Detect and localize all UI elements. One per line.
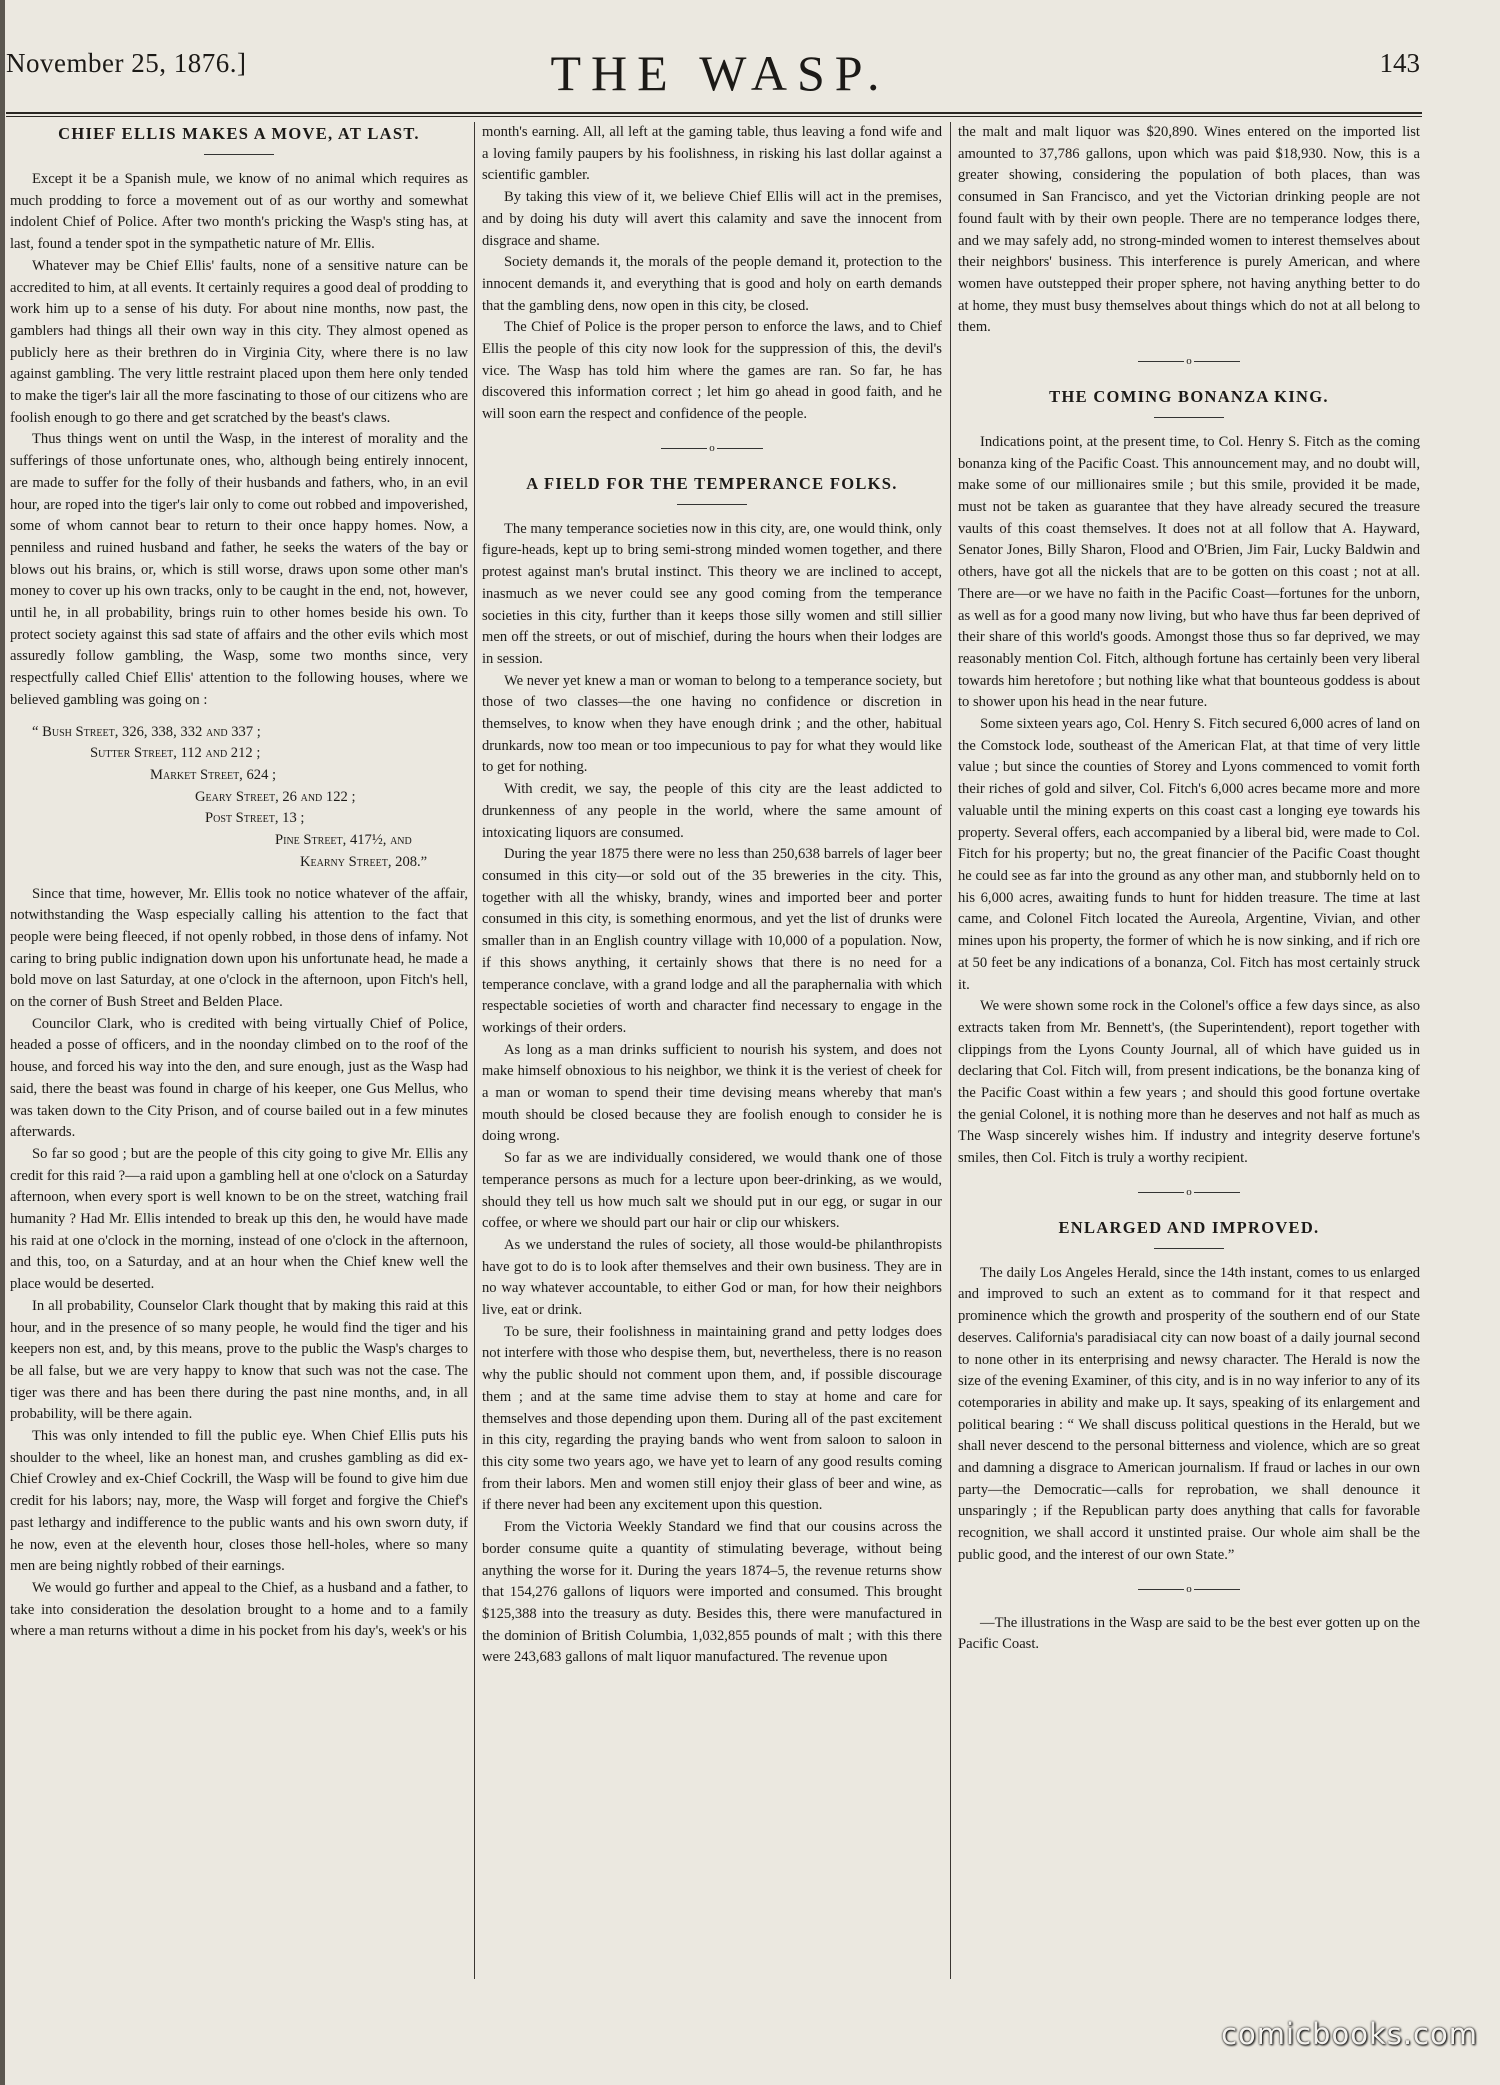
issue-date: November 25, 1876.] (6, 48, 247, 78)
scan-edge (0, 0, 5, 2085)
article-paragraph: Since that time, however, Mr. Ellis took no notice whatever of the affair, notwithstanding the Wasp especially calling his attention to the fact that people were being fleeced, if not openly robbed, in those dens of infamy. Not caring to bring public indignation down upon his unfortunate head, he made a bold move on last Saturday, at one o'clock in the afternoon, upon Fitch's hell, on the corner of Bush Street and Belden Place. (10, 885, 468, 1011)
article-heading: CHIEF ELLIS MAKES A MOVE, AT LAST. (58, 124, 420, 143)
column-divider (950, 122, 951, 1979)
article-paragraph: In all probability, Counselor Clark thought that by making this raid at this hour, and in the presence of so many people, he would find the tiger and his keepers non est, and, by this means, prove to the public the Wasp's charges to be all false, but we are very happy to know that such was not the case. The tiger was there and has been there during the past nine months, and, in all probability, will be there again. (10, 1297, 468, 1423)
masthead-title: THE WASP. (550, 45, 890, 101)
heading-rule (677, 504, 747, 505)
article-paragraph: The Chief of Police is the proper person to enforce the laws, and to Chief Ellis the people of this city now look for the suppression of this, the devil's vice. The Wasp has told him where the games are ran. So far, he has discovered this information correct ; let him go ahead in good faith, and he will soon earn the respect and confidence of the people. (482, 319, 942, 423)
article-paragraph: The daily Los Angeles Herald, since the 14th instant, comes to us enlarged and improved to such an extent as to command for it that respect and prominence which the growth and prosperity of the southern end of our State deserves. California's paradisiacal city can now boast of a daily journal second to none other in its enterprising and newsy character. The Herald is now the size of the evening Examiner, of this city, and is in no way inferior to any of its cotemporaries in ability and make up. It says, speaking of its enlargement and political bearing : “ We shall discuss political questions in the Herald, but we shall never descend to the personal bitterness and violence, which are so great and damning a disgrace to American journalism. If fraud or laches in our own party—the Democratic—calls for reprobation, we shall denounce it unsparingly ; if the Republican party does anything that calls for favorable recognition, we shall accord it unstinted praise. Our whole aim shall be the public good, and the interest of our own State.” (958, 1264, 1420, 1563)
address-line: Kearny Street, 208.” (300, 853, 428, 870)
article-paragraph: Some sixteen years ago, Col. Henry S. Fitch secured 6,000 acres of land on the Comstock lode, southeast of the American Flat, at that time of very little value ; but since the counties of Storey and Lyons commenced to vomit forth their riches of gold and silver, Col. Fitch's 6,000 acres became more and more valuable until the mining experts on this coast cast a longing eye towards his property. Several offers, each accompanied by a liberal bid, were made to Col. Fitch for his property; but no, the great financier of the Pacific Coast thought he could see as far into the ground as any other man, and stubbornly held on to his 6,000 acres, awaiting funds to hunt for hidden treasure. The time at last came, and Colonel Fitch located the Aureola, Argentine, Vivian, and other mines upon his property, the former of which he is now sinking, and if rich ore at 50 feet be any indications of a bonanza, Col. Fitch has most certainly struck it. (958, 716, 1420, 993)
article-paragraph: So far so good ; but are the people of this city going to give Mr. Ellis any credit for this raid ?—a raid upon a gambling hell at one o'clock on a Saturday afternoon, when every sport is well known to be on the street, watching frail humanity ? Had Mr. Ellis intended to break up this den, he would have made his raid at one o'clock in the morning, instead of one o'clock in the afternoon, and this, too, on a Saturday, and at an hour when the Chief knew well the place would be deserted. (10, 1145, 468, 1293)
footnote: —The illustrations in the Wasp are said to be the best ever gotten up on the Pacific Coast. (958, 1614, 1420, 1653)
article-paragraph: With credit, we say, the people of this city are the least addicted to drunkenness of any people in the world, where the same amount of intoxicating liquors are consumed. (482, 781, 942, 841)
heading-rule (1154, 1248, 1224, 1249)
article-heading: ENLARGED AND IMPROVED. (1058, 1217, 1320, 1237)
header-rule-thin (6, 116, 1422, 117)
article-paragraph: We never yet knew a man or woman to belong to a temperance society, but those of two classes—the one having no confidence or discretion in themselves, to know when they have enough drink ; and the other, habitual drunkards, now too mean or too impecunious to pay for what they would like to get for nothing. (482, 672, 942, 776)
column-2 (482, 122, 942, 1982)
column-divider (474, 122, 475, 1979)
article-paragraph: Whatever may be Chief Ellis' faults, none of a sensitive nature can be accredited to him, at all events. It certainly requires a good deal of prodding to work him up to a sense of his duty. For about nine months, now past, the gamblers had things all their own way in this city. They almost opened as publicly here as their brethren do in Virginia City, where there is no law against gambling. The very little restraint placed upon them here only tended to make the tiger's lair all the more fascinating to those of our citizens who are foolish enough to go there and get scratched by the beast's claws. (10, 257, 468, 426)
section-separator: o (958, 1579, 1420, 1601)
article-paragraph: the malt and malt liquor was $20,890. Wines entered on the imported list amounted to 37,786 gallons, upon which was paid $18,930. Now, this is a greater showing, considering the population of both places, than was consumed in San Francisco, and yet the Victorian drinking people are not found fault with by their own people. There are no temperance lodges there, and we may safely add, no strong-minded women to interest themselves about their neighbors' business. This interference is purely American, and where women have outstepped their proper sphere, not having anything better to do at home, they must busy themselves about things which do not at all belong to them. (958, 124, 1420, 336)
article-paragraph: We were shown some rock in the Colonel's office a few days since, as also extracts taken from Mr. Bennett's, (the Superintendent), report together with clippings from the Lyons County Journal, all of which have guided us in declaring that Col. Fitch will, from present indications, be the bonanza king of the Pacific Coast within a few years ; and should this good fortune overtake the genial Colonel, it is nothing more than he deserves and not half as much as The Wasp sincerely wishes him. If industry and integrity deserve fortune's smiles, then Col. Fitch is truly a worthy recipient. (958, 998, 1420, 1167)
article-paragraph: month's earning. All, all left at the gaming table, thus leaving a fond wife and a loving family paupers by his foolishness, in risking his last dollar against a scientific gambler. (482, 124, 942, 184)
article-paragraph: Except it be a Spanish mule, we know of no animal which requires as much prodding to force a movement out of as our worthy and somewhat indolent Chief of Police. After two month's pricking the Wasp's sting has, at last, found a tender spot in the sympathetic nature of Mr. Ellis. (10, 171, 468, 253)
article-paragraph: Thus things went on until the Wasp, in the interest of morality and the sufferings of those unfortunate ones, who, although being entirely innocent, are made to suffer for the folly of their husbands and fathers, who, in an evil hour, are roped into the tiger's lair only to come out robbed and impoverished, some of whom cannot bear to return to their once happy homes. Now, a penniless and ruined husband and father, he seeks the waters of the bay or blows out his brains, or, which is still worse, draws upon some other man's money to cover up his own tracks, only to be caught in the end, not, however, until he, in all probability, brings ruin to other homes beside his own. To protect society against this sad state of affairs and the other evils which most assuredly follow gambling, the Wasp, some two months since, very respectfully called Chief Ellis' attention to the following houses, where we believed gambling was going on : (10, 431, 468, 708)
heading-rule (1154, 417, 1224, 418)
article-paragraph: As we understand the rules of society, all those would-be philanthropists have got to do is to look after themselves and their own business. They are in no way whatever accountable, to either God or man, for how their neighbors live, eat or drink. (482, 1236, 942, 1319)
article-paragraph: Society demands it, the morals of the people demand it, protection to the innocent demands it, and everything that is good and holy on earth demands that the gambling dens, now open in this city, be closed. (482, 254, 942, 314)
article-paragraph: To be sure, their foolishness in maintaining grand and petty lodges does not interfere with those who despise them, but, nevertheless, there is no reason why the public should not comment upon them, and, if possible discourage them ; and at the same time advise them to stay at home and care for themselves and those depending upon them. During all of the past excitement in this city, regarding the praying bands who went from saloon to saloon in this city some two years ago, we have yet to learn of any good results coming from their labors. Men and women still enjoy their glass of beer and wine, as if there never had been any excitement upon this question. (482, 1323, 942, 1514)
address-line: “ Bush Street, 326, 338, 332 and 337 ; (32, 723, 261, 740)
article-paragraph: Councilor Clark, who is credited with being virtually Chief of Police, headed a posse of officers, and in the noonday climbed on to the roof of the house, and forced his way into the den, and sure enough, just as the Wasp had said, there the beast was found in charge of his keeper, one Gus Mellus, who was taken down to the City Prison, and of course bailed out in a few minutes afterwards. (10, 1015, 468, 1141)
article-paragraph: By taking this view of it, we believe Chief Ellis will act in the premises, and by doing his duty will avert this calamity and save the innocent from disgrace and shame. (482, 189, 942, 249)
heading-rule (204, 154, 274, 155)
address-list (10, 722, 468, 874)
article-paragraph: During the year 1875 there were no less than 250,638 barrels of lager beer consumed in this city—or sold out of the 35 breweries in the city. This, together with all the whisky, brandy, wines and imported beer and porter consumed in this city, is something enormous, and yet the list of drunks were smaller than in an English country village with 10,000 of a population. Now, if this shows anything, it certainly shows that there is no need for a temperance conclave, with a grand lodge and all the paraphernalia with which respectable societies of worth and character find necessary to engage in the workings of their orders. (482, 846, 942, 1036)
address-line: Pine Street, 417½, and (275, 832, 412, 849)
header-rule (6, 112, 1422, 114)
article-paragraph: Indications point, at the present time, to Col. Henry S. Fitch as the coming bonanza king of the Pacific Coast. This announcement may, and no doubt will, make some of our millionaires smile ; but this smile, provided it be made, must not be taken as guarantee that they have already secured the treasure vaults of this coast themselves. It does not at all follow that A. Hayward, Senator Jones, Billy Sharon, Flood and O'Brien, Jim Fair, Lucky Baldwin and others, have got all the nickels that are to be gotten on this coast ; not at all. There are—or we have no faith in the Pacific Coast—fortunes for the unborn, as well as for a good many now living, but who have thus far been deprived of their share of this world's goods. Amongst those thus so far deprived, we may reasonably mention Col. Fitch, although fortune has certainly been very liberal towards him heretofore ; but nothing like what that bounteous goddess is about to shower upon his head in the near future. (958, 433, 1420, 711)
article-paragraph: We would go further and appeal to the Chief, as a husband and a father, to take into consideration the desolation brought to a home and to a family where a man returns without a dime in his pocket from his day's, week's or his (10, 1580, 468, 1640)
address-line: Post Street, 13 ; (205, 810, 305, 827)
column-1 (10, 122, 468, 1982)
article-paragraph: As long as a man drinks sufficient to nourish his system, and does not make himself obnoxious to his neighbor, we think it is the veriest of cheek for a man or woman to spend their time devising means whereby that man's mouth should be closed because they are foolish enough to consider he is doing wrong. (482, 1041, 942, 1145)
address-line: Market Street, 624 ; (150, 766, 277, 783)
article-paragraph: From the Victoria Weekly Standard we find that our cousins across the border consume quite a quantity of stimulating beverage, without being anything the worse for it. During the years 1874–5, the revenue returns show that 154,276 gallons of liquors were imported and consumed. This brought $125,388 into the treasury as duty. Besides this, there were manufactured in the dominion of British Columbia, 1,032,855 pounds of malt ; with this there were 243,683 gallons of malt liquor manufactured. The revenue upon (482, 1519, 942, 1666)
article-paragraph: So far as we are individually considered, we would thank one of those temperance persons as much for a lecture upon beer-drinking, as we would, should they tell us how much salt we should put in our egg, or sugar in our coffee, or where we should part our hair or clip our whiskers. (482, 1150, 942, 1232)
article-heading: A FIELD FOR THE TEMPERANCE FOLKS. (526, 473, 898, 493)
address-line: Geary Street, 26 and 122 ; (195, 788, 356, 805)
article-heading: THE COMING BONANZA KING. (1049, 386, 1329, 406)
page-header (0, 46, 1500, 118)
page-number: 143 (1379, 48, 1420, 78)
watermark: comicbooks.com (1221, 2017, 1478, 2051)
article-paragraph: This was only intended to fill the public eye. When Chief Ellis puts his shoulder to the wheel, like an honest man, and crushes gambling as did ex-Chief Crowley and ex-Chief Cockrill, the Wasp will be found to give him due credit for his labors; nay, more, the Wasp will forget and forgive the Chief's past lethargy and indifference to the public wants and his own sworn duty, if he now, even at the eleventh hour, closes those hell-holes, where so many men are being nightly robbed of their earnings. (10, 1428, 468, 1575)
section-separator: o (958, 1182, 1420, 1204)
address-line: Sutter Street, 112 and 212 ; (90, 745, 261, 762)
section-separator: o (958, 351, 1420, 373)
column-3 (958, 122, 1420, 1982)
section-separator: o (482, 438, 942, 460)
article-paragraph: The many temperance societies now in this city, are, one would think, only figure-heads, kept up to bring semi-strong minded women together, and there protest against man's brutal instinct. This theory we are inclined to accept, inasmuch as we never could see any good coming from the temperance societies in this city, further than it keeps those silly women and still sillier men off the streets, or out of mischief, during the hours when their lodges are in session. (482, 520, 942, 667)
